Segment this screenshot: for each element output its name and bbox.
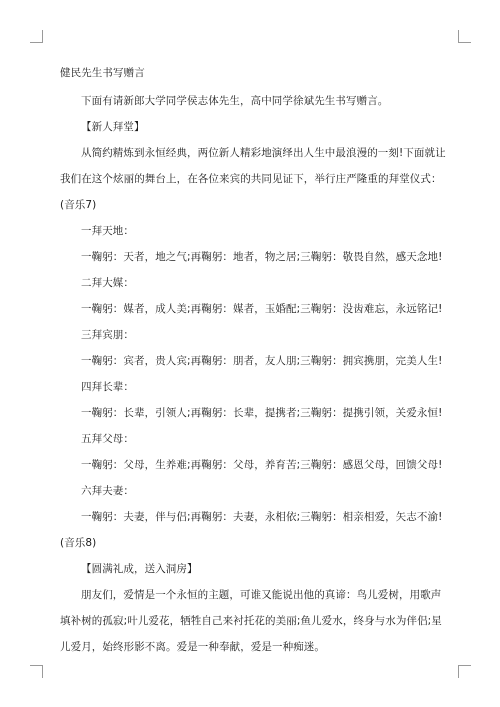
crop-mark-bottom-right (458, 665, 471, 678)
paragraph-8: 三拜宾朋： (81, 329, 134, 341)
section-heading-li-cheng: 【圆满礼成，送入洞房】 (81, 563, 198, 575)
paragraph-4: 一拜天地： (81, 225, 134, 237)
paragraph-17: 朋友们，爱情是一个永恒的主题，可谁又能说出他的真谛：鸟儿爱树，用歌声填补树的孤寂;叶儿爱花，牺牲自己来衬托花的美丽;鱼儿爱水，终身与水为伴侣;星儿爱月，始终形影不离。爱是一种奉献，爱是一种痴迷。 (60, 589, 442, 653)
paragraph-14: 六拜夫妻： (81, 485, 134, 497)
paragraph-1: 下面有请新郎大学同学侯志体先生，高中同学徐斌先生书写赠言。 (81, 95, 389, 107)
paragraph-15: 一鞠躬：夫妻，伴与侣;再鞠躬：夫妻，永相依;三鞠躬：相亲相爱，矢志不渝!(音乐8) (60, 511, 443, 549)
paragraph-0: 健民先生书写赠言 (60, 67, 145, 79)
document-body (60, 62, 448, 660)
paragraph-12: 五拜父母： (81, 433, 134, 445)
section-heading-bai-tang: 【新人拜堂】 (81, 121, 145, 133)
paragraph-13: 一鞠躬：父母，生养难;再鞠躬：父母，养育苦;三鞠躬：感恩父母，回馈父母! (81, 459, 443, 471)
paragraph-3: 从简约精炼到永恒经典，两位新人精彩地演绎出人生中最浪漫的一刻!下面就让我们在这个炫丽的舞台上，在各位来宾的共同见证下，举行庄严隆重的拜堂仪式：(音乐7) (60, 147, 446, 211)
paragraph-10: 四拜长辈： (81, 381, 134, 393)
crop-mark-bottom-left (30, 665, 43, 678)
crop-mark-top-left (30, 30, 43, 43)
paragraph-7: 一鞠躬：媒者，成人美;再鞠躬：媒者，玉婚配;三鞠躬：没齿难忘，永远铭记! (81, 303, 443, 315)
paragraph-6: 二拜大媒： (81, 277, 134, 289)
paragraph-5: 一鞠躬：天者，地之气;再鞠躬：地者，物之居;三鞠躬：敬畏自然，感天念地! (81, 251, 443, 263)
paragraph-11: 一鞠躬：长辈，引领人;再鞠躬：长辈，提携者;三鞠躬：提携引领，关爱永恒! (81, 407, 443, 419)
crop-mark-top-right (458, 30, 471, 43)
paragraph-9: 一鞠躬：宾者，贵人宾;再鞠躬：朋者，友人朋;三鞠躬：拥宾携朋，完美人生! (81, 355, 443, 367)
